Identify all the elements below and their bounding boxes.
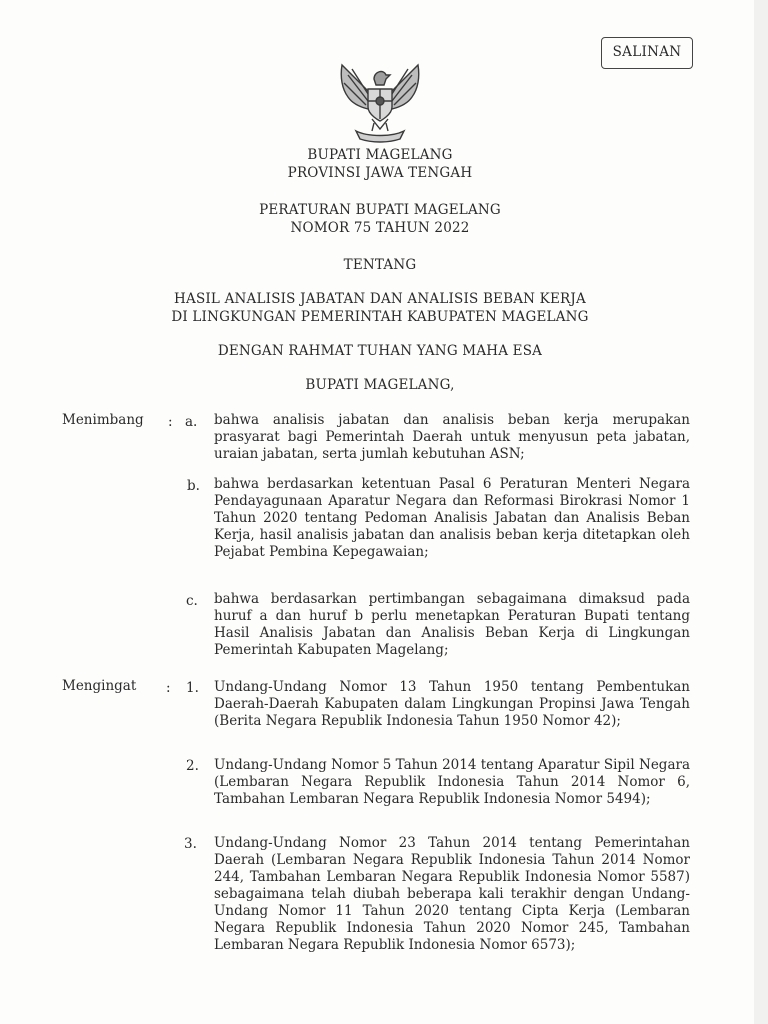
regent-title: BUPATI MAGELANG — [307, 147, 453, 163]
province-title: PROVINSI JAWA TENGAH — [287, 165, 473, 181]
menimbang-item-a: bahwa analisis jabatan dan analisis beban kerja merupakan prasyarat bagi Pemerintah Daerah untuk menyusun peta jabatan, uraian jabatan, serta jumlah kebutuhan ASN; — [214, 412, 690, 462]
salinan-stamp: SALINAN — [601, 37, 693, 69]
menimbang-label: Menimbang — [62, 412, 144, 428]
about-heading: TENTANG — [343, 257, 417, 273]
menimbang-mark-c: c. — [186, 593, 198, 609]
blessing-line: DENGAN RAHMAT TUHAN YANG MAHA ESA — [217, 343, 543, 359]
subject-line-2: DI LINGKUNGAN PEMERINTAH KABUPATEN MAGELANG — [171, 309, 589, 325]
menimbang-mark-b: b. — [187, 478, 200, 494]
garuda-emblem-icon — [334, 57, 426, 145]
subject-line-1: HASIL ANALISIS JABATAN DAN ANALISIS BEBAN KERJA — [174, 291, 586, 307]
mengingat-mark-3: 3. — [184, 836, 197, 852]
mengingat-mark-2: 2. — [186, 758, 199, 774]
menimbang-item-b: bahwa berdasarkan ketentuan Pasal 6 Peraturan Menteri Negara Pendayagunaan Aparatur Negara dan Reformasi Birokrasi Nomor 1 Tahun 2020 tentang Pedoman Analisis Jabatan dan Analisis Beban Kerja, hasil analisis jabatan dan analisis beban kerja ditetapkan oleh Pejabat Pembina Kepegawaian; — [214, 476, 690, 560]
regulation-title: PERATURAN BUPATI MAGELANG — [259, 202, 501, 218]
menimbang-mark-a: a. — [185, 414, 198, 430]
menimbang-colon: : — [168, 414, 173, 430]
mengingat-colon: : — [166, 680, 171, 696]
authority-line: BUPATI MAGELANG, — [305, 377, 455, 393]
mengingat-item-2: Undang-Undang Nomor 5 Tahun 2014 tentang Aparatur Sipil Negara (Lembaran Negara Republik Indonesia Tahun 2014 Nomor 6, Tambahan Lembaran Negara Republik Indonesia Nomor 5494); — [214, 757, 690, 807]
mengingat-label: Mengingat — [62, 678, 137, 694]
regulation-number: NOMOR 75 TAHUN 2022 — [290, 220, 470, 236]
mengingat-item-3: Undang-Undang Nomor 23 Tahun 2014 tentang Pemerintahan Daerah (Lembaran Negara Republik Indonesia Tahun 2014 Nomor 244, Tambahan Lembaran Negara Republik Indonesia Nomor 5587) sebagaimana telah diubah beberapa kali terakhir dengan Undang-Undang Nomor 11 Tahun 2020 tentang Cipta Kerja (Lembaran Negara Republik Indonesia Tahun 2020 Nomor 245, Tambahan Lembaran Negara Republik Indonesia Nomor 6573); — [214, 835, 690, 953]
mengingat-item-1: Undang-Undang Nomor 13 Tahun 1950 tentang Pembentukan Daerah-Daerah Kabupaten dalam Lingkungan Propinsi Jawa Tengah (Berita Negara Republik Indonesia Tahun 1950 Nomor 42); — [214, 679, 690, 729]
page-edge — [754, 0, 768, 1024]
mengingat-mark-1: 1. — [186, 680, 199, 696]
menimbang-item-c: bahwa berdasarkan pertimbangan sebagaimana dimaksud pada huruf a dan huruf b perlu menetapkan Peraturan Bupati tentang Hasil Analisis Jabatan dan Analisis Beban Kerja di Lingkungan Pemerintah Kabupaten Magelang; — [214, 591, 690, 658]
